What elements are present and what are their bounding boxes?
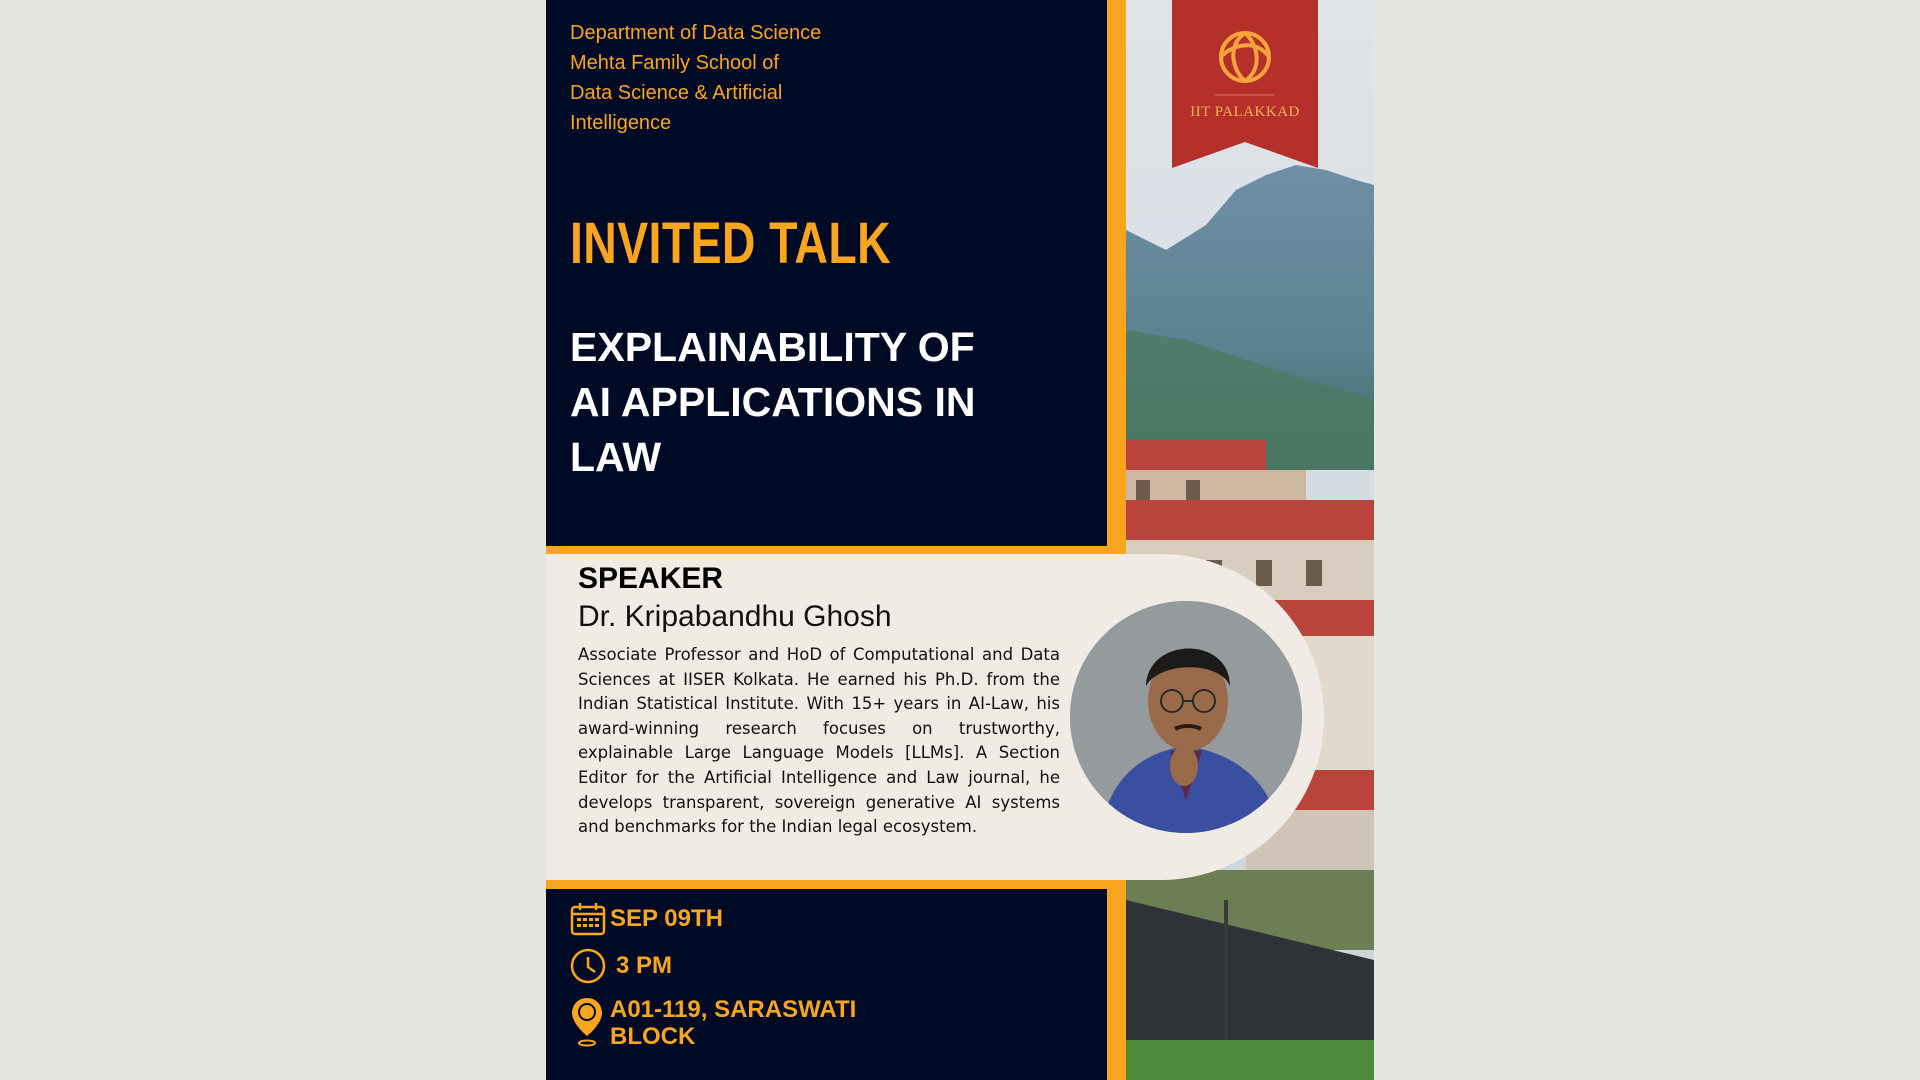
accent-bar-top xyxy=(1107,0,1126,546)
clock-icon xyxy=(570,948,610,991)
event-poster xyxy=(546,0,1374,1080)
time-row xyxy=(570,948,672,991)
location-pin-icon xyxy=(570,996,610,1055)
event-venue: A01-119, SARASWATI BLOCK xyxy=(610,996,857,1050)
department-name: Department of Data Science Mehta Family School of Data Science & Artificial Intelligence xyxy=(570,22,822,134)
date-row xyxy=(570,902,723,943)
venue-row xyxy=(570,996,856,1055)
speaker-bio: Associate Professor and HoD of Computational and Data Sciences at IISER Kolkata. He earned his Ph.D. from the Indian Statistical Institute. With 15+ years in AI-Law, his award-winning research focuses on trustworthy, explainable Large Language Models [LLMs]. A Section Editor for the Artificial Intelligence and Law journal, he develops transparent, sovereign generative AI systems and benchmarks for the Indian legal ecosystem. xyxy=(578,645,1060,837)
calendar-icon xyxy=(570,902,610,943)
event-type-heading: INVITED TALK xyxy=(570,211,891,276)
speaker-panel xyxy=(546,554,1324,880)
speaker-name: Dr. Kripabandhu Ghosh xyxy=(578,600,892,633)
iit-palakkad-logo xyxy=(1172,0,1318,168)
event-time: 3 PM xyxy=(616,952,673,979)
talk-title: EXPLAINABILITY OF AI APPLICATIONS IN LAW xyxy=(570,324,976,480)
logo-text: IIT PALAKKAD xyxy=(1190,104,1300,120)
event-date: SEP 09TH xyxy=(610,905,723,932)
speaker-photo xyxy=(1070,601,1302,833)
speaker-label: SPEAKER xyxy=(578,562,724,595)
accent-bar-bottom xyxy=(1107,880,1126,1080)
accent-bar-lower xyxy=(546,880,1126,889)
